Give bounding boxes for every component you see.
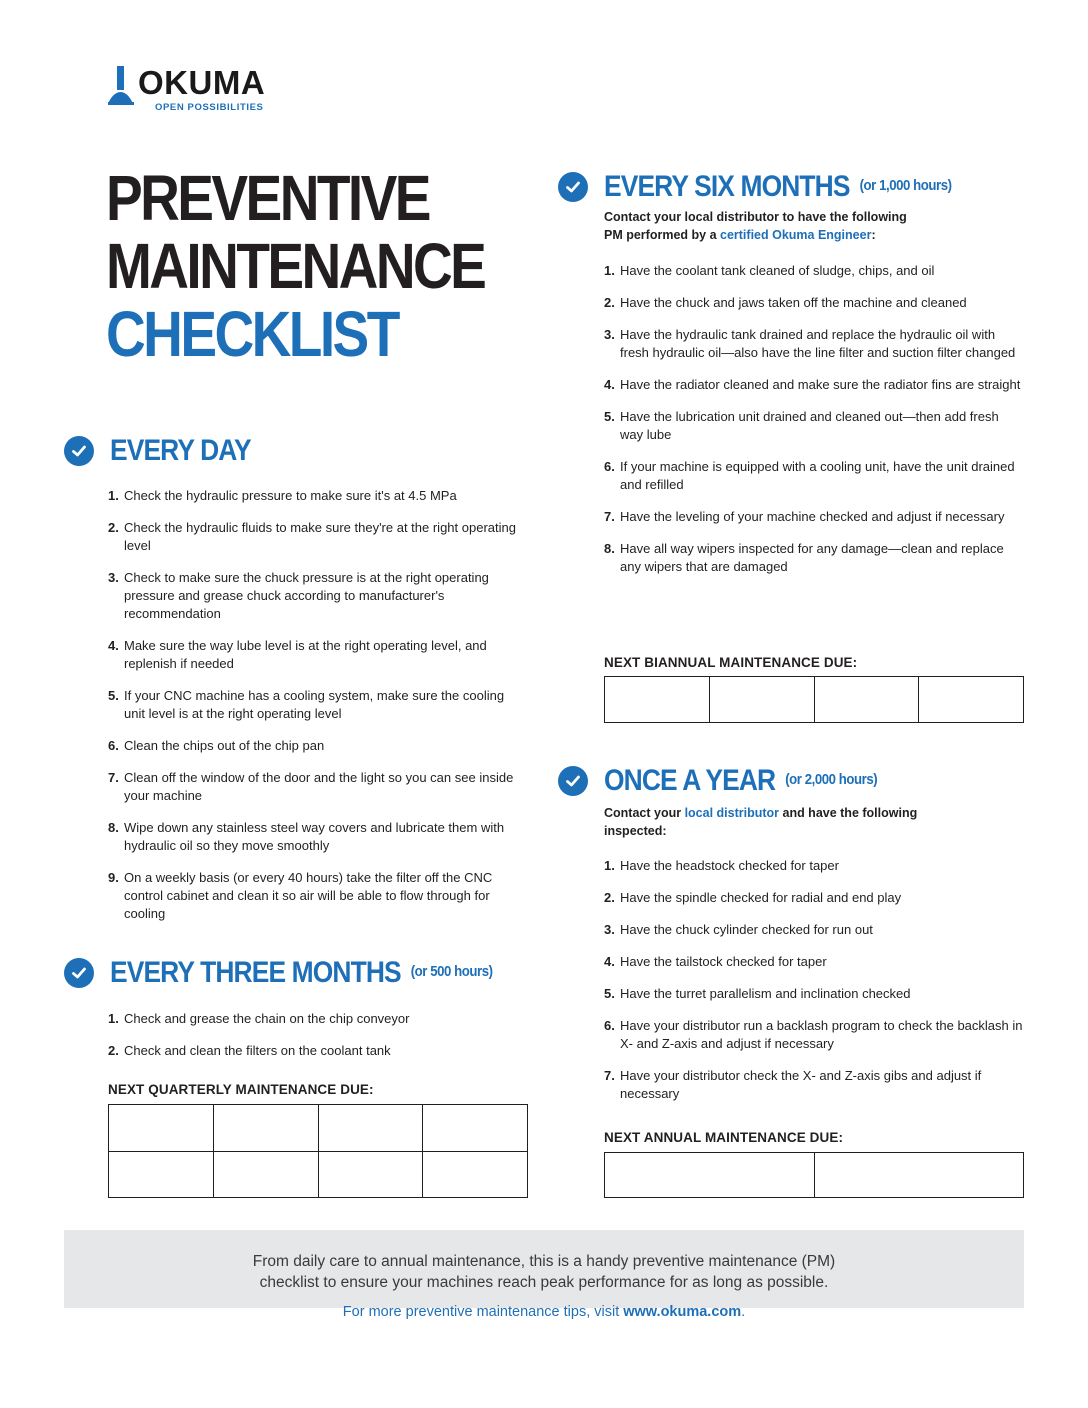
logo-wordmark: OKUMA <box>138 64 266 101</box>
list-item: 4. Have the radiator cleaned and make sure the radiator fins are straight <box>604 377 1021 392</box>
list-item: 1. Have the coolant tank cleaned of sludge, chips, and oil <box>604 263 935 278</box>
list-item: 4. Have the tailstock checked for taper <box>604 954 827 969</box>
six-months-intro: Contact your local distributor to have the following PM performed by a certified Okuma Engineer: <box>604 210 907 242</box>
list-item: 1. Have the headstock checked for taper <box>604 858 839 873</box>
biannual-due-label: NEXT BIANNUAL MAINTENANCE DUE: <box>604 655 858 670</box>
section-heading-every-six-months <box>558 172 999 202</box>
list-item: 3. Have the hydraulic tank drained and replace the hydraulic oil with fresh hydraulic oil—also have the line filter and suction filter changed <box>604 327 1016 360</box>
list-item: 2. Check and clean the filters on the coolant tank <box>108 1043 391 1058</box>
section-title: EVERY SIX MONTHS $^{(or 1,000 hours)}$ <box>604 170 952 203</box>
list-item: 1. Check the hydraulic pressure to make sure it's at 4.5 MPa <box>108 488 457 503</box>
section-title: ONCE A YEAR $^{(or 2,000 hours)}$ <box>604 764 878 797</box>
check-circle-icon <box>64 958 94 988</box>
list-item: 5. If your CNC machine has a cooling system, make sure the cooling unit level is at the right operating level <box>108 688 505 721</box>
due-date-cell[interactable] <box>605 677 710 723</box>
list-item: 4. Make sure the way lube level is at the right operating level, and replenish if needed <box>108 638 487 671</box>
footer-banner <box>64 1230 1024 1320</box>
due-date-cell[interactable] <box>318 1105 423 1152</box>
due-date-cell[interactable] <box>109 1151 214 1198</box>
list-item: 6. Clean the chips out of the chip pan <box>108 738 325 753</box>
footer-line-2: checklist to ensure your machines reach peak performance for as long as possible. <box>259 1274 829 1291</box>
footer-more-tips: For more preventive maintenance tips, visit www.okuma.com. <box>342 1304 746 1320</box>
once-a-year-list <box>604 857 1024 1103</box>
title-line-1: PREVENTIVE <box>106 162 429 234</box>
annual-due-grid <box>604 1152 1024 1198</box>
quarterly-due-grid <box>108 1104 528 1198</box>
section-subtitle: (or 500 hours) <box>410 963 493 980</box>
list-item: 2. Check the hydraulic fluids to make sure they're at the right operating level <box>108 520 516 553</box>
list-item: 3. Have the chuck cylinder checked for run out <box>604 922 873 937</box>
section-subtitle: (or 1,000 hours) <box>859 177 952 194</box>
section-subtitle: (or 2,000 hours) <box>785 771 878 788</box>
due-date-cell[interactable] <box>109 1105 214 1152</box>
quarterly-due-label: NEXT QUARTERLY MAINTENANCE DUE: <box>108 1082 374 1097</box>
logo-tagline: OPEN POSSIBILITIES <box>155 102 264 113</box>
check-circle-icon <box>558 766 588 796</box>
title-line-3: CHECKLIST <box>106 298 398 370</box>
list-item: 3. Check to make sure the chuck pressure is at the right operating pressure and grease chuck according to manufacturer's recommendation <box>108 570 489 621</box>
list-item: 8. Have all way wipers inspected for any damage—clean and replace any wipers that are damaged <box>604 541 1004 574</box>
list-item: 5. Have the turret parallelism and inclination checked <box>604 986 911 1001</box>
okuma-logo <box>108 62 308 114</box>
due-date-cell[interactable] <box>814 677 919 723</box>
okuma-website-link[interactable]: www.okuma.com <box>623 1304 742 1320</box>
every-day-list <box>108 487 528 923</box>
due-date-cell[interactable] <box>423 1105 528 1152</box>
section-heading-once-a-year <box>558 766 914 796</box>
due-date-cell[interactable] <box>919 677 1024 723</box>
once-a-year-intro: Contact your local distributor and have the following inspected: <box>604 806 918 838</box>
list-item: 2. Have the chuck and jaws taken off the machine and cleaned <box>604 295 967 310</box>
due-date-cell[interactable] <box>605 1153 815 1198</box>
list-item: 7. Have the leveling of your machine checked and adjust if necessary <box>604 509 1005 524</box>
every-six-months-list <box>604 262 1024 576</box>
annual-due-label: NEXT ANNUAL MAINTENANCE DUE: <box>604 1130 844 1145</box>
section-title: EVERY DAY <box>110 434 251 467</box>
check-circle-icon <box>558 172 588 202</box>
page-title <box>106 164 484 368</box>
footer-line-1: From daily care to annual maintenance, this is a handy preventive maintenance (PM) <box>252 1253 836 1270</box>
due-date-cell[interactable] <box>213 1151 318 1198</box>
due-date-cell[interactable] <box>318 1151 423 1198</box>
due-date-cell[interactable] <box>423 1151 528 1198</box>
list-item: 6. If your machine is equipped with a cooling unit, have the unit drained and refilled <box>604 459 1015 492</box>
due-date-cell[interactable] <box>213 1105 318 1152</box>
list-item: 6. Have your distributor run a backlash program to check the backlash in X- and Z-axis and adjust if necessary <box>604 1018 1023 1051</box>
title-line-2: MAINTENANCE <box>106 230 485 302</box>
due-date-cell[interactable] <box>814 1153 1024 1198</box>
due-date-cell[interactable] <box>709 677 814 723</box>
local-distributor-link[interactable]: local distributor <box>684 806 780 820</box>
list-item: 7. Have your distributor check the X- and Z-axis gibs and adjust if necessary <box>604 1068 982 1101</box>
list-item: 9. On a weekly basis (or every 40 hours) take the filter off the CNC control cabinet and clean it so air will be able to flow through for cooling <box>108 870 493 921</box>
list-item: 5. Have the lubrication unit drained and cleaned out—then add fresh way lube <box>604 409 999 442</box>
biannual-due-grid <box>604 676 1024 723</box>
section-title: EVERY THREE MONTHS $^{(or 500 hours)}$ <box>110 956 493 989</box>
check-circle-icon <box>64 436 94 466</box>
every-three-months-list <box>108 1010 528 1060</box>
list-item: 7. Clean off the window of the door and the light so you can see inside your machine <box>108 770 514 803</box>
okuma-mark-icon <box>108 62 138 106</box>
section-heading-every-day <box>64 436 270 466</box>
list-item: 2. Have the spindle checked for radial and end play <box>604 890 902 905</box>
certified-engineer-link[interactable]: certified Okuma Engineer <box>720 228 872 242</box>
list-item: 8. Wipe down any stainless steel way covers and lubricate them with hydraulic oil so they move smoothly <box>108 820 505 853</box>
list-item: 1. Check and grease the chain on the chip conveyor <box>108 1011 410 1026</box>
section-heading-every-three-months <box>64 958 545 988</box>
